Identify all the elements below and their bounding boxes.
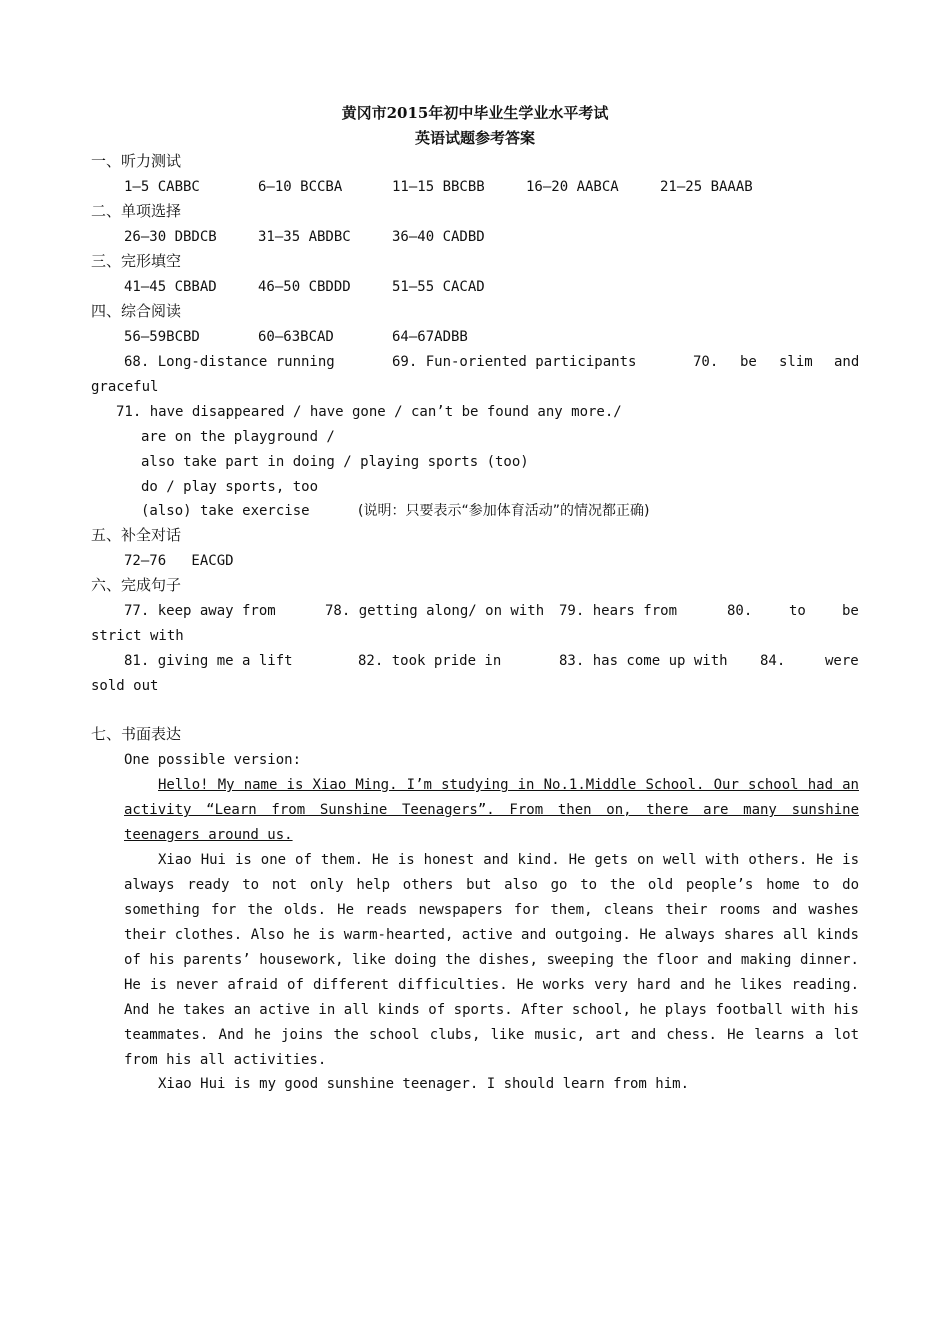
section-heading-cloze: 三、完形填空 — [91, 252, 182, 270]
answer-77: 77. keep away from — [124, 603, 276, 619]
answer-group: 16—20 AABCA — [526, 179, 619, 195]
answer-71-alt: are on the playground / — [141, 429, 335, 445]
answer-70-word: be — [740, 354, 757, 370]
answer-group: 1—5 CABBC — [124, 179, 200, 195]
answer-80-number: 80. — [727, 603, 753, 619]
answer-79: 79. hears from — [559, 603, 678, 619]
answer-group: 56—59BCBD — [124, 329, 200, 345]
answer-group: 11—15 BBCBB — [392, 179, 485, 195]
section-heading-reading: 四、综合阅读 — [91, 302, 182, 320]
answer-82: 82. took pride in — [358, 653, 502, 669]
answer-group: 26—30 DBDCB — [124, 229, 217, 245]
answer-group: 51—55 CACAD — [392, 279, 485, 295]
answer-80-word: be — [842, 603, 859, 619]
section-heading-sentences: 六、完成句子 — [91, 576, 182, 594]
answer-group: 21—25 BAAAB — [660, 179, 753, 195]
answer-group: 46—50 CBDDD — [258, 279, 351, 295]
page-title: 黄冈市2015年初中毕业生学业水平考试 — [341, 104, 609, 122]
answer-68: 68. Long-distance running — [124, 354, 335, 370]
answer-84-word: were — [825, 653, 859, 669]
answer-71: 71. have disappeared / have gone / can’t be found any more./ — [116, 404, 622, 420]
answer-group: 36—40 CADBD — [392, 229, 485, 245]
answer-group: 60—63BCAD — [258, 329, 334, 345]
essay-paragraph-3: Xiao Hui is my good sunshine teenager. I should learn from him. — [158, 1076, 690, 1092]
answer-70-word: slim — [779, 354, 813, 370]
essay-paragraph-2: Xiao Hui is one of them. He is honest and kind. He gets on well with others. He is always ready to not only help others but also go to the old people’s home to do something for the olds. He reads newspapers for them, cleans their rooms and washes their clothes. Also he is warm-hearted, active and outgoing. He always shares all kinds of his parents’ housework, like doing the dishes, sweeping the floor and making dinner. He is never afraid of different difficulties. He works very hard and he likes reading. And he takes an active in all kinds of sports. After school, he plays football with his teammates. And he joins the school clubs, like music, art and chess. He learns a lot from his all activities. — [124, 852, 859, 1068]
answer-71-alt: do / play sports, too — [141, 479, 319, 495]
section-heading-listening: 一、听力测试 — [91, 152, 182, 170]
answer-70-word: graceful — [91, 379, 159, 395]
answer-71-note: (说明：只要表示“参加体育活动”的情况都正确) — [358, 503, 650, 519]
writing-intro: One possible version: — [124, 752, 302, 768]
answer-78: 78. getting along/ on with — [325, 603, 545, 619]
section-heading-single-choice: 二、单项选择 — [91, 202, 182, 220]
answer-group: 41—45 CBBAD — [124, 279, 217, 295]
answer-69: 69. Fun-oriented participants — [392, 354, 637, 370]
answer-group: 31—35 ABDBC — [258, 229, 351, 245]
essay-opening: Hello! My nam — [158, 777, 269, 793]
essay-paragraph-1 — [124, 773, 859, 848]
answer-70-word: and — [834, 354, 860, 370]
answer-group: 64—67ADBB — [392, 329, 468, 345]
answer-83: 83. has come up with — [559, 653, 728, 669]
answer-81: 81. giving me a lift — [124, 653, 293, 669]
answer-84-word: sold out — [91, 678, 159, 694]
essay-underlined-text: e is Xiao Ming. I’m studying in No.1.Middle School. Our school had an activity “Learn from Sunshine Teenagers”. From then on, there are many sunshine teenagers around us. — [124, 777, 859, 843]
answer-70-number: 70. — [693, 354, 719, 370]
answer-group: 72—76 EACGD — [124, 553, 234, 569]
page-subtitle: 英语试题参考答案 — [414, 129, 535, 147]
answer-80-word: to — [789, 603, 806, 619]
section-heading-dialogue: 五、补全对话 — [91, 526, 182, 544]
answer-group: 6—10 BCCBA — [258, 179, 343, 195]
answer-71-alt: (also) take exercise — [141, 503, 310, 519]
answer-80-word: strict with — [91, 628, 184, 644]
answer-84-number: 84. — [760, 653, 786, 669]
section-heading-writing: 七、书面表达 — [91, 725, 182, 743]
answer-71-alt: also take part in doing / playing sports (too) — [141, 454, 529, 470]
